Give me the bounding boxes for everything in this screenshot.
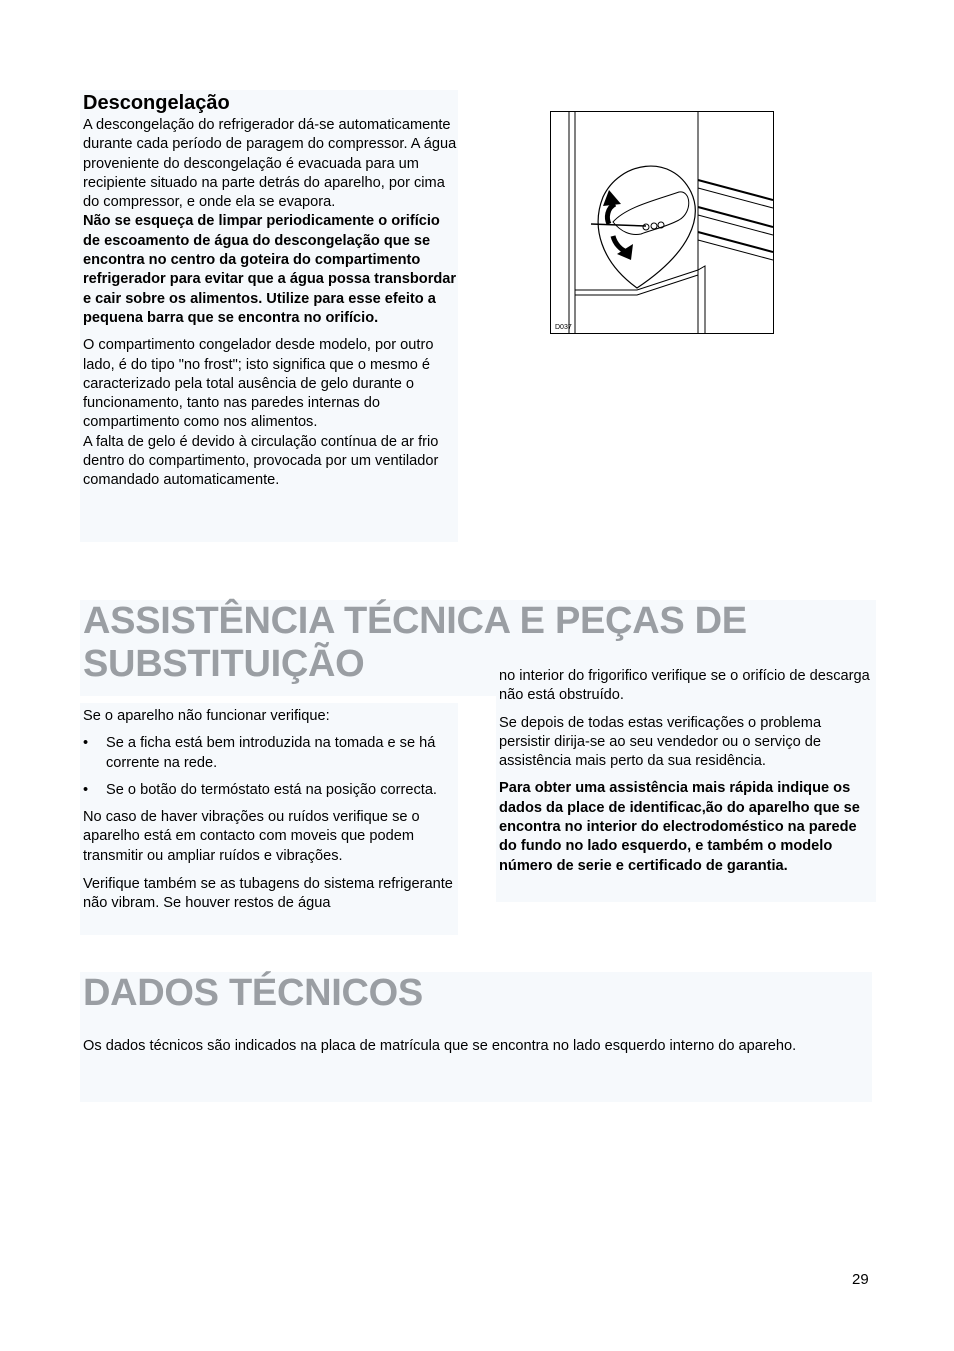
drain-check-paragraph: no interior do frigorifico verifique se o orifício de descarga não está obstruído. (499, 668, 870, 704)
service-right-column (496, 664, 876, 902)
defrost-section (80, 90, 458, 542)
fridge-drain-drawing (551, 112, 773, 333)
page-number: 29 (852, 1271, 869, 1288)
technical-text: Os dados técnicos são indicados na placa de matrícula que se encontra no lado esquerdo interno do apareho. (83, 1038, 797, 1054)
check-item: • Se a ficha está bem introduzida na tomada e se há corrente na rede. (83, 734, 458, 773)
fast-service-note: Para obter uma assistência mais rápida indique os dados da place de identificac,ão do aparelho que se encontra no interior do electrodoméstico na parede do fundo no lado esquerdo, e também o modelo número de serie e certificado de garantia. (499, 780, 860, 874)
defrost-paragraph-1: A descongelação do refrigerador dá-se automaticamente durante cada período de paragem do compressor. A água proveniente do descongelação é evacuada para um recipiente situado na parte detrás do aparelho, por cima do compressor, e onde ela se evapora. (83, 117, 457, 211)
figure-code: D037 (555, 324, 572, 331)
defrost-paragraph-3: A falta de gelo é devido à circulação contínua de ar frio dentro do compartimento, provocada por um ventilador comandado automaticamente. (83, 433, 439, 489)
technical-section (80, 972, 872, 1102)
service-intro: Se o aparelho não funcionar verifique: (83, 708, 330, 724)
check-item: • Se o botão do termóstato está na posição correcta. (83, 781, 458, 800)
defrost-illustration (550, 111, 774, 334)
dealer-paragraph: Se depois de todas estas verificações o problema persistir dirija-se ao seu vendedor ou o serviço de assistência mais perto da sua residência. (499, 714, 822, 770)
defrost-paragraph-2: O compartimento congelador desde modelo, por outro lado, é do tipo "no frost"; isto significa que o mesmo é caracterizado pela total ausência de gelo durante o funcionamento, tanto nas paredes internas do compartimento como nos alimentos. (83, 337, 434, 431)
technical-title: DADOS TÉCNICOS (83, 972, 423, 1014)
defrost-warning: Não se esqueça de limpar periodicamente o orifício de escoamento de água do descongelação que se encontra no centro da goteira do compartimento refrigerador para evitar que a água possa transbordar e cair sobre os alimentos. Utilize para esse efeito a pequena barra que se encontra no orifício. (83, 213, 457, 326)
vibration-paragraph: No caso de haver vibrações ou ruídos verifique se o aparelho está em contacto com moveis que podem transmitir ou ampliar ruídos e vibrações. (83, 809, 420, 864)
service-title-line-2: SUBSTITUIÇÃO (83, 643, 365, 685)
tubes-paragraph: Verifique também se as tubagens do sistema refrigerante não vibram. Se houver restos de água (83, 876, 453, 912)
service-title-line-1: ASSISTÊNCIA TÉCNICA E PEÇAS DE (83, 600, 747, 642)
check-list (83, 734, 458, 800)
defrost-heading: Descongelação (83, 92, 230, 114)
service-left-column (80, 703, 458, 935)
